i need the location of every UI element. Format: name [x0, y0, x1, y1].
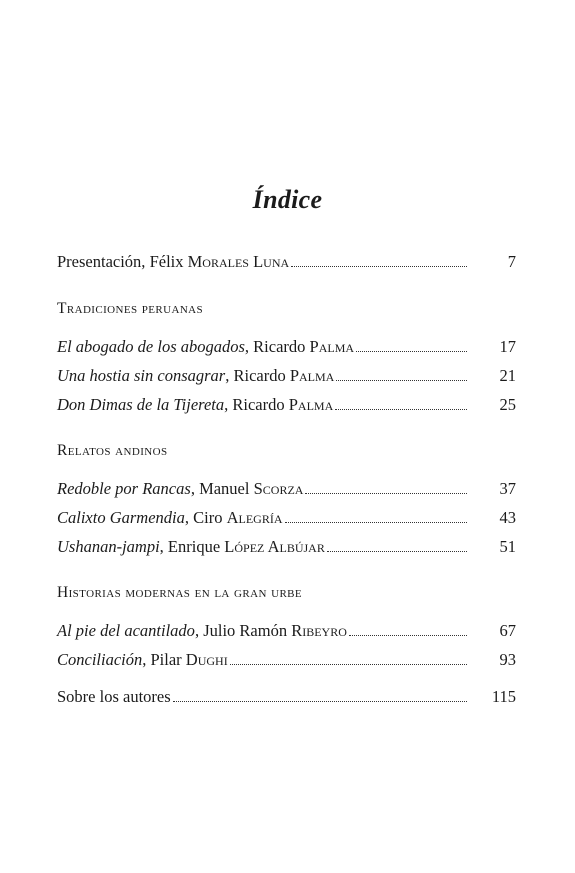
toc-entry: Don Dimas de la Tijereta, Ricardo Palma 25 [57, 395, 516, 414]
dot-leader [327, 537, 467, 552]
toc-entry-presentacion [57, 252, 516, 274]
page-number: 93 [499, 650, 516, 669]
page-number: 43 [499, 508, 516, 527]
toc-entry: Al pie del acantilado, Julio Ramón Ribeyro 67 [57, 621, 516, 640]
dot-leader [335, 395, 467, 410]
toc-entry: Ushanan-jampi, Enrique López Albújar 51 [57, 537, 516, 556]
toc-entry-text: Presentación, Félix Morales Luna [57, 252, 290, 271]
toc-entry: Redoble por Rancas, Manuel Scorza 37 [57, 479, 516, 498]
page-number: 25 [499, 395, 516, 414]
dot-leader [291, 252, 467, 267]
page-number: 51 [499, 537, 516, 556]
toc-entry: Calixto Garmendia, Ciro Alegría 43 [57, 508, 516, 527]
page-number: 21 [499, 366, 516, 385]
page-number: 67 [499, 621, 516, 640]
index-title: Índice [252, 185, 323, 214]
page-number: 115 [491, 687, 516, 706]
dot-leader [336, 366, 467, 381]
dot-leader [230, 650, 467, 665]
page-number: 7 [507, 252, 516, 271]
dot-leader [349, 621, 467, 636]
toc-entry: El abogado de los abogados, Ricardo Palma 17 [57, 337, 516, 356]
dot-leader [356, 337, 467, 352]
toc-entry: Conciliación, Pilar Dughi 93 [57, 650, 516, 669]
dot-leader [285, 508, 467, 523]
toc-entry: Una hostia sin consagrar, Ricardo Palma 21 [57, 366, 516, 385]
section-heading-historias: Historias modernas en la gran urbe [57, 584, 303, 601]
toc-entry-sobre-los-autores: Sobre los autores 115 [57, 687, 516, 706]
page-number: 37 [499, 479, 516, 498]
page-number: 17 [499, 337, 516, 356]
dot-leader [173, 687, 467, 702]
dot-leader [305, 479, 467, 494]
section-heading-tradiciones: Tradiciones peruanas [57, 300, 204, 317]
section-heading-relatos: Relatos andinos [57, 442, 168, 459]
